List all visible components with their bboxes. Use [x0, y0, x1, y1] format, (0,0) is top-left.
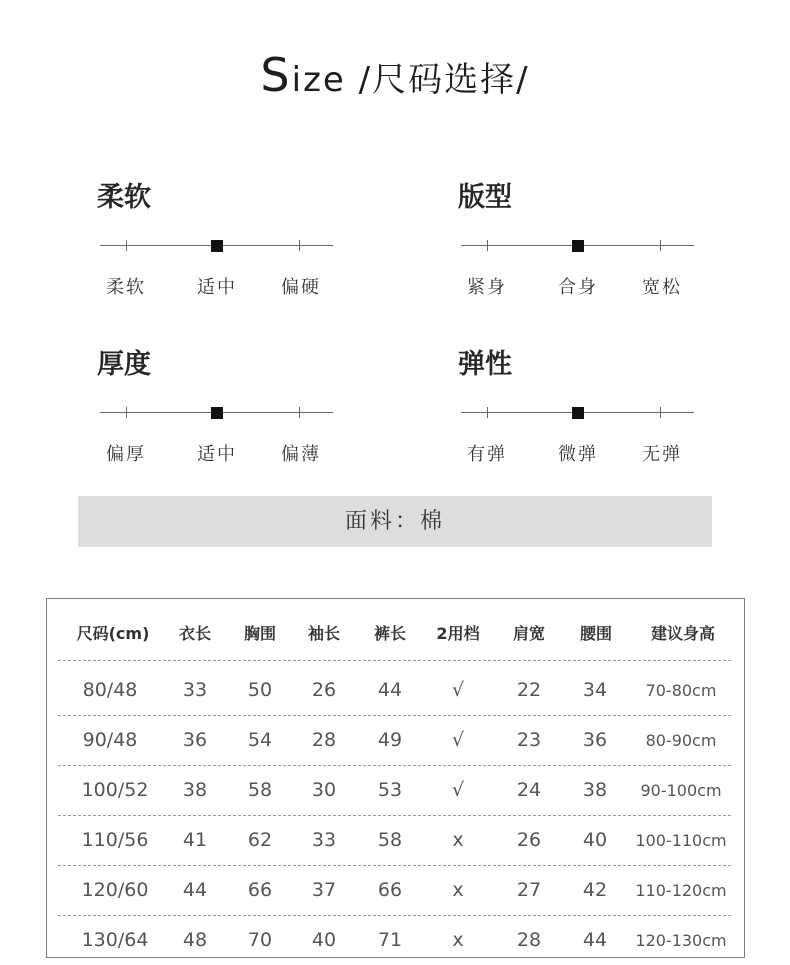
- table-cell: √: [451, 729, 465, 751]
- attribute-title: 柔软: [97, 182, 151, 213]
- table-cell: 41: [182, 829, 208, 851]
- scale-option: 柔软: [106, 277, 146, 298]
- table-header-cell: 袖长: [307, 624, 341, 643]
- table-cell: 42: [582, 879, 608, 901]
- table-cell: 80/48: [82, 679, 138, 701]
- table-cell: 24: [516, 779, 542, 801]
- scale-option: 偏薄: [281, 444, 321, 465]
- title-initial: S: [260, 48, 292, 102]
- title-text: ize /尺码选择/: [291, 60, 530, 100]
- scale-option: 无弹: [642, 444, 682, 465]
- table-cell: 50: [247, 679, 273, 701]
- table-cell: 54: [247, 729, 273, 751]
- scale-option: 有弹: [467, 444, 507, 465]
- scale-option: 微弹: [558, 444, 598, 465]
- table-cell: 40: [311, 929, 337, 951]
- table-header-cell: 2用档: [436, 624, 480, 643]
- table-cell: 70: [247, 929, 273, 951]
- table-cell: 36: [182, 729, 208, 751]
- attribute-fit: [458, 175, 698, 305]
- attribute-softness: [97, 175, 337, 305]
- table-cell: 80-90cm: [645, 731, 717, 750]
- size-table: [46, 598, 745, 958]
- table-cell: 28: [516, 929, 542, 951]
- table-cell: 44: [182, 879, 208, 901]
- scale-tick: [126, 240, 127, 251]
- scale-option: 偏硬: [281, 277, 321, 298]
- table-cell: 66: [247, 879, 273, 901]
- table-cell: 90-100cm: [640, 781, 722, 800]
- attribute-title: 厚度: [97, 349, 151, 380]
- table-header-cell: 裤长: [373, 624, 407, 643]
- row-separator: [58, 660, 731, 661]
- scale-tick: [126, 407, 127, 418]
- table-cell: 33: [182, 679, 208, 701]
- table-cell: 130/64: [81, 929, 149, 951]
- table-row: [47, 765, 744, 815]
- table-cell: x: [452, 879, 464, 901]
- scale-tick: [487, 240, 488, 251]
- table-cell: 120/60: [81, 879, 149, 901]
- scale-marker: [572, 407, 584, 419]
- table-cell: 26: [311, 679, 337, 701]
- table-cell: 58: [247, 779, 273, 801]
- table-header-cell: 建议身高: [650, 624, 716, 643]
- table-cell: 34: [582, 679, 608, 701]
- table-cell: x: [452, 929, 464, 951]
- table-row: [47, 815, 744, 865]
- attribute-title: 弹性: [458, 349, 512, 380]
- table-cell: 100-110cm: [635, 831, 727, 850]
- table-cell: 27: [516, 879, 542, 901]
- table-cell: 36: [582, 729, 608, 751]
- table-cell: 44: [582, 929, 608, 951]
- table-row: [47, 915, 744, 965]
- scale-option: 宽松: [642, 277, 682, 298]
- table-cell: 70-80cm: [645, 681, 717, 700]
- table-cell: 58: [377, 829, 403, 851]
- scale-option: 适中: [197, 444, 237, 465]
- table-header-cell: 胸围: [243, 624, 277, 643]
- attribute-title: 版型: [458, 182, 512, 213]
- table-row: [47, 715, 744, 765]
- scale-tick: [487, 407, 488, 418]
- attribute-elasticity: [458, 342, 698, 472]
- table-cell: 53: [377, 779, 403, 801]
- table-cell: 40: [582, 829, 608, 851]
- scale-tick: [660, 407, 661, 418]
- table-cell: x: [452, 829, 464, 851]
- table-cell: 100/52: [81, 779, 149, 801]
- table-cell: 23: [516, 729, 542, 751]
- scale-marker: [211, 407, 223, 419]
- table-header-cell: 腰围: [579, 624, 613, 643]
- fabric-banner: 面料：棉: [78, 496, 712, 547]
- scale-option: 合身: [558, 277, 598, 298]
- table-cell: √: [451, 779, 465, 801]
- scale-option: 适中: [197, 277, 237, 298]
- table-row: [47, 665, 744, 715]
- scale-tick: [299, 407, 300, 418]
- table-cell: 120-130cm: [635, 931, 727, 950]
- table-header-cell: 肩宽: [512, 624, 546, 643]
- scale-tick: [299, 240, 300, 251]
- table-cell: 38: [582, 779, 608, 801]
- table-cell: 110/56: [81, 829, 149, 851]
- table-cell: 37: [311, 879, 337, 901]
- table-cell: 26: [516, 829, 542, 851]
- table-header-cell: 尺码(cm): [76, 624, 150, 643]
- table-cell: 90/48: [82, 729, 138, 751]
- table-cell: 48: [182, 929, 208, 951]
- table-header-cell: 衣长: [178, 624, 212, 643]
- table-cell: 110-120cm: [635, 881, 727, 900]
- table-cell: 22: [516, 679, 542, 701]
- scale-marker: [211, 240, 223, 252]
- table-cell: 71: [377, 929, 403, 951]
- table-cell: 33: [311, 829, 337, 851]
- page-title: [0, 48, 790, 102]
- table-cell: 38: [182, 779, 208, 801]
- table-header-row: [47, 599, 744, 661]
- table-cell: 62: [247, 829, 273, 851]
- table-row: [47, 865, 744, 915]
- table-cell: 49: [377, 729, 403, 751]
- table-cell: 66: [377, 879, 403, 901]
- scale-option: 偏厚: [106, 444, 146, 465]
- table-cell: √: [451, 679, 465, 701]
- table-cell: 28: [311, 729, 337, 751]
- scale-marker: [572, 240, 584, 252]
- table-cell: 44: [377, 679, 403, 701]
- table-cell: 30: [311, 779, 337, 801]
- scale-tick: [660, 240, 661, 251]
- attribute-thickness: [97, 342, 337, 472]
- scale-option: 紧身: [467, 277, 507, 298]
